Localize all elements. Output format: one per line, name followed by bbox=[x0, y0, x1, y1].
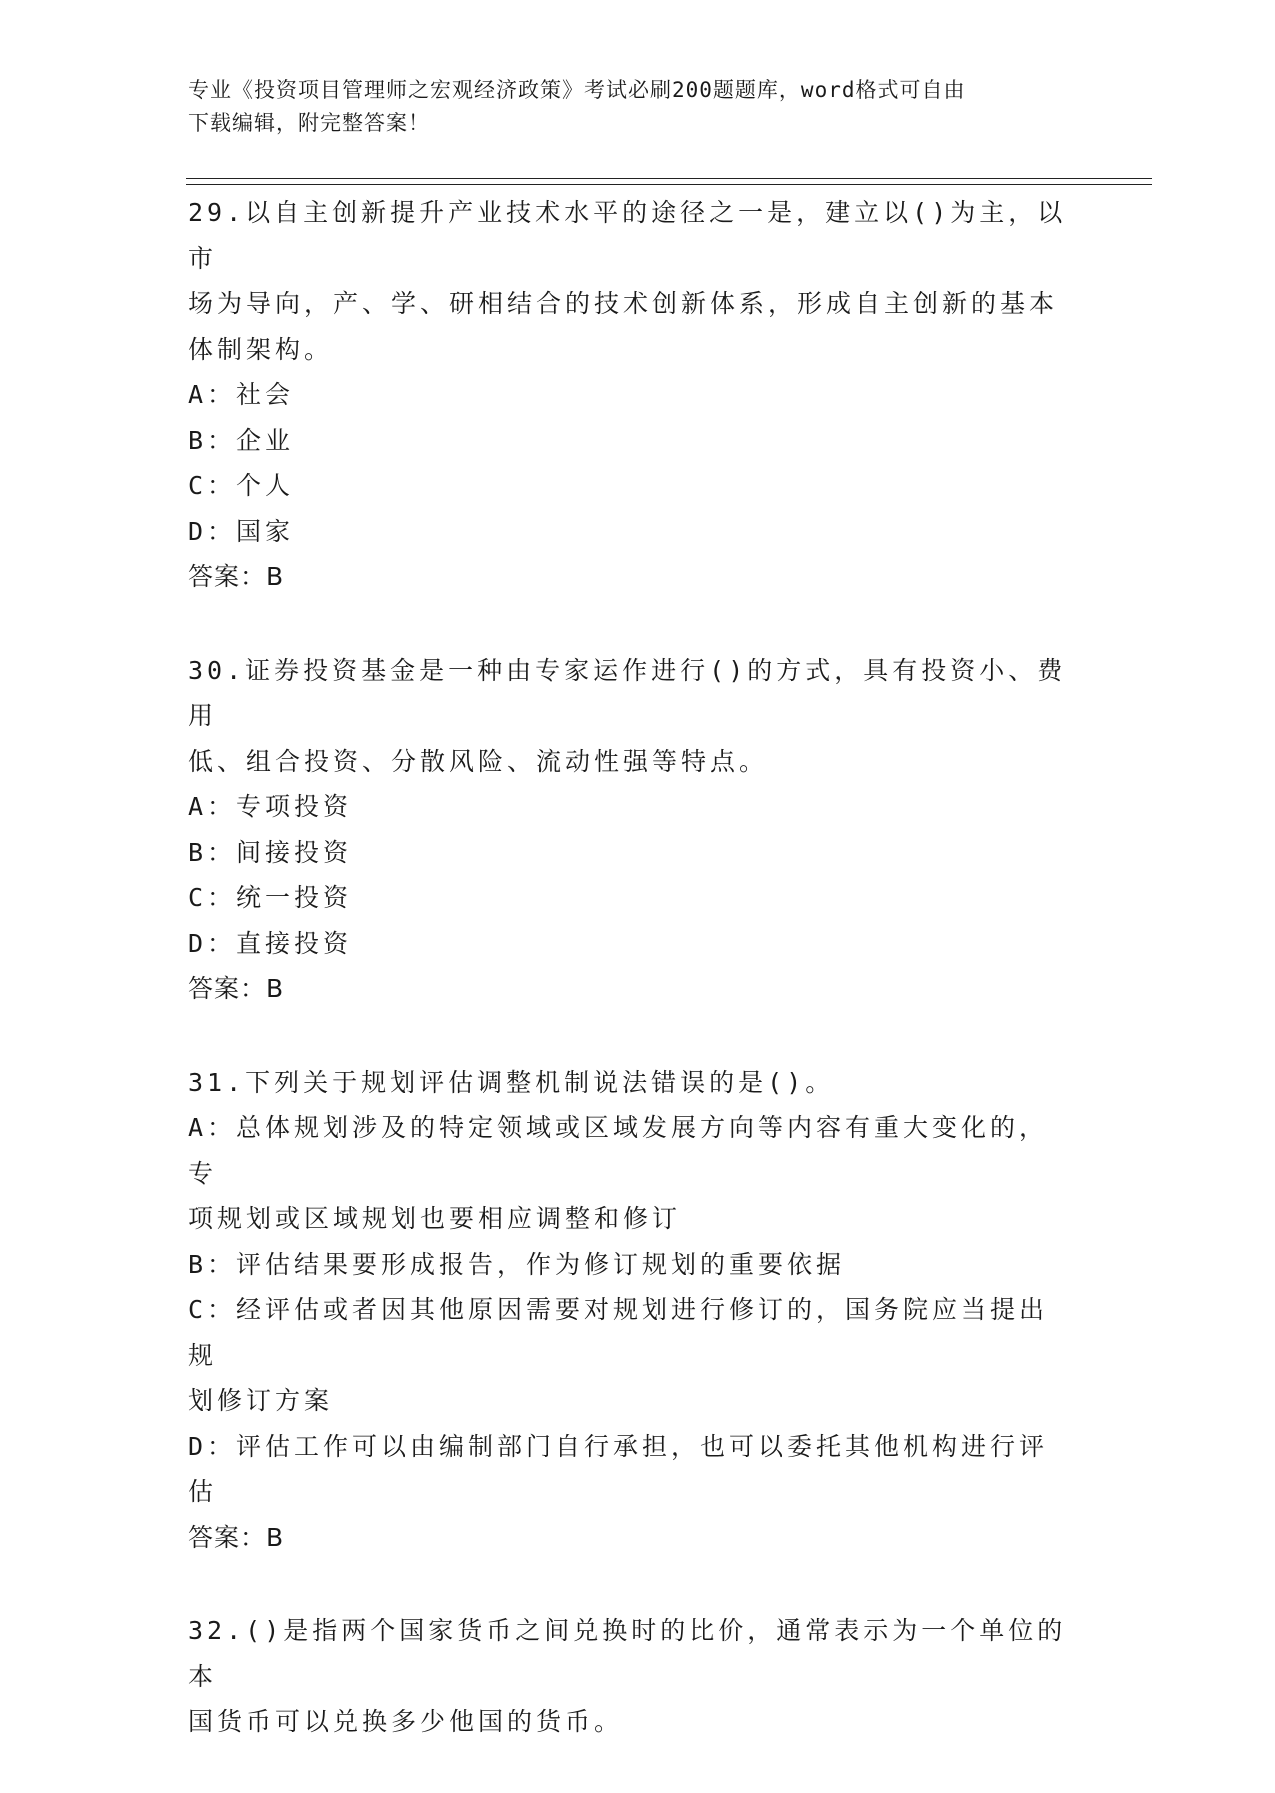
option-d: D：直接投资 bbox=[188, 928, 353, 958]
question-text-line: 29.以自主创新提升产业技术水平的途径之一是，建立以()为主，以市 bbox=[188, 198, 1067, 273]
option-d: D：国家 bbox=[188, 516, 295, 546]
header-divider-bottom bbox=[186, 184, 1152, 185]
answer-text: 答案：B bbox=[188, 562, 285, 591]
option-c-continued: 划修订方案 bbox=[188, 1386, 334, 1415]
answer-text: 答案：B bbox=[188, 974, 285, 1003]
question-32 bbox=[188, 1608, 1068, 1745]
option-a: A：总体规划涉及的特定领域或区域发展方向等内容有重大变化的，专 bbox=[188, 1113, 1049, 1188]
document-header bbox=[188, 74, 1068, 140]
option-d: D：评估工作可以由编制部门自行承担，也可以委托其他机构进行评估 bbox=[188, 1431, 1049, 1506]
option-b: B：评估结果要形成报告，作为修订规划的重要依据 bbox=[188, 1249, 846, 1279]
question-text-line: 场为导向，产、学、研相结合的技术创新体系，形成自主创新的基本 bbox=[188, 289, 1059, 318]
question-30 bbox=[188, 648, 1068, 1012]
answer-text: 答案：B bbox=[188, 1522, 285, 1552]
option-c: C：经评估或者因其他原因需要对规划进行修订的，国务院应当提出规 bbox=[188, 1295, 1049, 1370]
question-text-line: 体制架构。 bbox=[188, 334, 334, 364]
option-c: C：个人 bbox=[188, 471, 295, 500]
question-text-line: 32.()是指两个国家货币之间兑换时的比价，通常表示为一个单位的本 bbox=[188, 1616, 1067, 1691]
question-29 bbox=[188, 190, 1068, 600]
question-text-line: 低、组合投资、分散风险、流动性强等特点。 bbox=[188, 746, 769, 776]
header-line-2: 下载编辑，附完整答案！ bbox=[188, 111, 430, 135]
option-a: A：社会 bbox=[188, 380, 295, 409]
question-text-line: 国货币可以兑换多少他国的货币。 bbox=[188, 1707, 624, 1736]
option-c: C：统一投资 bbox=[188, 883, 353, 912]
header-divider-top bbox=[186, 178, 1152, 179]
question-list bbox=[188, 190, 1068, 1793]
question-31 bbox=[188, 1060, 1068, 1561]
question-text-line: 30.证券投资基金是一种由专家运作进行()的方式，具有投资小、费用 bbox=[188, 655, 1067, 730]
option-a-continued: 项规划或区域规划也要相应调整和修订 bbox=[188, 1204, 682, 1233]
option-a: A：专项投资 bbox=[188, 792, 353, 821]
question-text-line: 31.下列关于规划评估调整机制说法错误的是()。 bbox=[188, 1067, 835, 1097]
option-b: B：间接投资 bbox=[188, 837, 353, 867]
option-b: B：企业 bbox=[188, 425, 295, 455]
header-line-1: 专业《投资项目管理师之宏观经济政策》考试必刷200题题库，word格式可自由 bbox=[188, 78, 966, 102]
